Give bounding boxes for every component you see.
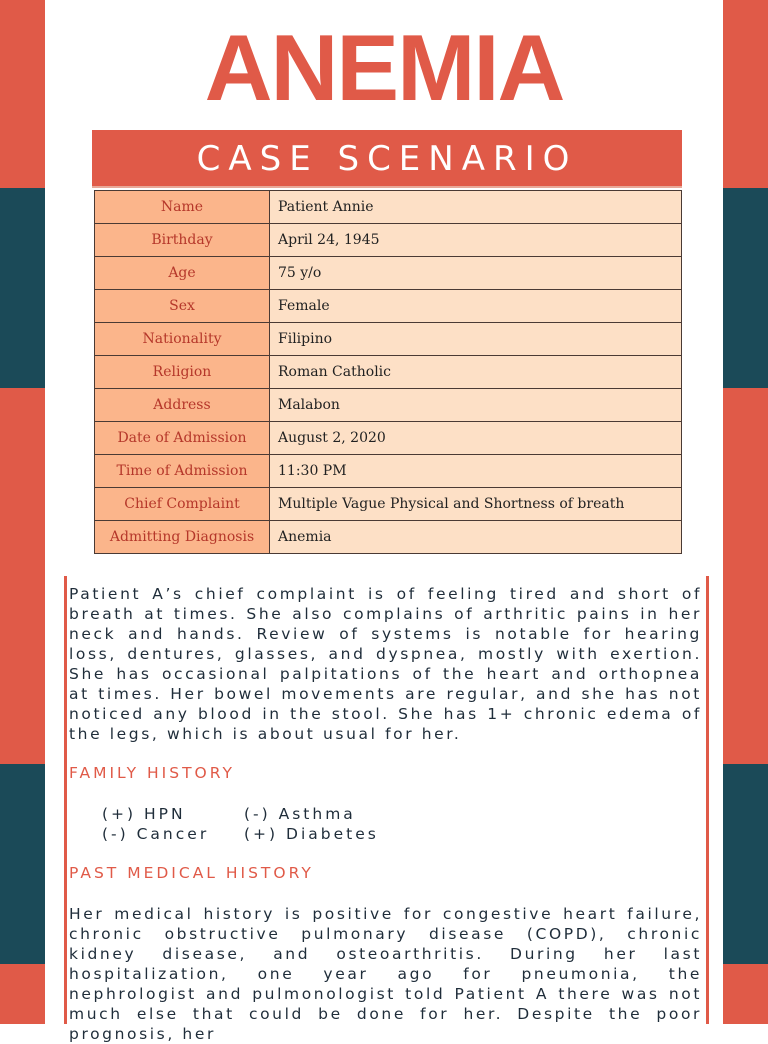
family-history-item: (+) HPN bbox=[102, 805, 186, 823]
info-label: Address bbox=[95, 389, 270, 422]
info-label: Name bbox=[95, 191, 270, 224]
family-history-item: (-) Cancer bbox=[102, 825, 210, 843]
past-medical-history-heading: PAST MEDICAL HISTORY bbox=[69, 864, 314, 882]
info-label: Nationality bbox=[95, 323, 270, 356]
info-label: Birthday bbox=[95, 224, 270, 257]
table-row bbox=[95, 389, 682, 422]
side-band-red bbox=[723, 388, 768, 764]
table-row bbox=[95, 257, 682, 290]
info-value: Roman Catholic bbox=[270, 356, 682, 389]
info-value: 11:30 PM bbox=[270, 455, 682, 488]
info-value: August 2, 2020 bbox=[270, 422, 682, 455]
side-band-teal bbox=[0, 764, 45, 964]
banner-underline bbox=[92, 186, 682, 188]
table-row bbox=[95, 356, 682, 389]
page-title: ANEMIA bbox=[204, 15, 564, 120]
info-label: Religion bbox=[95, 356, 270, 389]
family-history-heading: FAMILY HISTORY bbox=[69, 764, 235, 782]
info-value: Anemia bbox=[270, 521, 682, 554]
table-row bbox=[95, 290, 682, 323]
table-row bbox=[95, 488, 682, 521]
table-row bbox=[95, 455, 682, 488]
side-band-red bbox=[723, 964, 768, 1024]
info-label: Admitting Diagnosis bbox=[95, 521, 270, 554]
info-value: 75 y/o bbox=[270, 257, 682, 290]
info-value: Malabon bbox=[270, 389, 682, 422]
info-label: Date of Admission bbox=[95, 422, 270, 455]
table-row bbox=[95, 422, 682, 455]
past-medical-history-paragraph: Her medical history is positive for congestive heart failure, chronic obstructive pulmonary disease (COPD), chronic kidney disease, and osteoarthritis. During her last hospitalization, one year ago for pneumonia, the nephrologist and pulmonologist told Patient A there was not much else that could be done for her. Despite the poor prognosis, her bbox=[69, 905, 702, 1043]
side-band-red bbox=[0, 388, 45, 764]
patient-info-table bbox=[94, 190, 682, 554]
table-row bbox=[95, 191, 682, 224]
family-history-list bbox=[102, 804, 379, 844]
family-history-item: (+) Diabetes bbox=[244, 825, 379, 843]
info-label: Age bbox=[95, 257, 270, 290]
side-band-teal bbox=[723, 188, 768, 388]
family-history-item: (-) Asthma bbox=[244, 805, 356, 823]
table-row bbox=[95, 224, 682, 257]
info-value: Filipino bbox=[270, 323, 682, 356]
info-value: Patient Annie bbox=[270, 191, 682, 224]
info-label: Chief Complaint bbox=[95, 488, 270, 521]
family-history-row bbox=[102, 824, 379, 844]
side-band-teal bbox=[0, 188, 45, 388]
family-history-row bbox=[102, 804, 379, 824]
info-label: Sex bbox=[95, 290, 270, 323]
info-value: Female bbox=[270, 290, 682, 323]
info-value: April 24, 1945 bbox=[270, 224, 682, 257]
table-row bbox=[95, 521, 682, 554]
info-value: Multiple Vague Physical and Shortness of breath bbox=[270, 488, 682, 521]
table-row bbox=[95, 323, 682, 356]
left-accent-line bbox=[64, 576, 67, 1024]
case-scenario-banner: CASE SCENARIO bbox=[92, 130, 682, 186]
side-band-teal bbox=[723, 764, 768, 964]
side-band-red bbox=[0, 964, 45, 1024]
info-label: Time of Admission bbox=[95, 455, 270, 488]
right-accent-line bbox=[706, 576, 709, 1024]
chief-complaint-paragraph: Patient A’s chief complaint is of feeling tired and short of breath at times. She also complains of arthritic pains in her neck and hands. Review of systems is notable for hearing loss, dentures, glasses, and dyspnea, mostly with exertion. She has occasional palpitations of the heart and orthopnea at times. Her bowel movements are regular, and she has not noticed any blood in the stool. She has 1+ chronic edema of the legs, which is about usual for her. bbox=[69, 585, 702, 743]
